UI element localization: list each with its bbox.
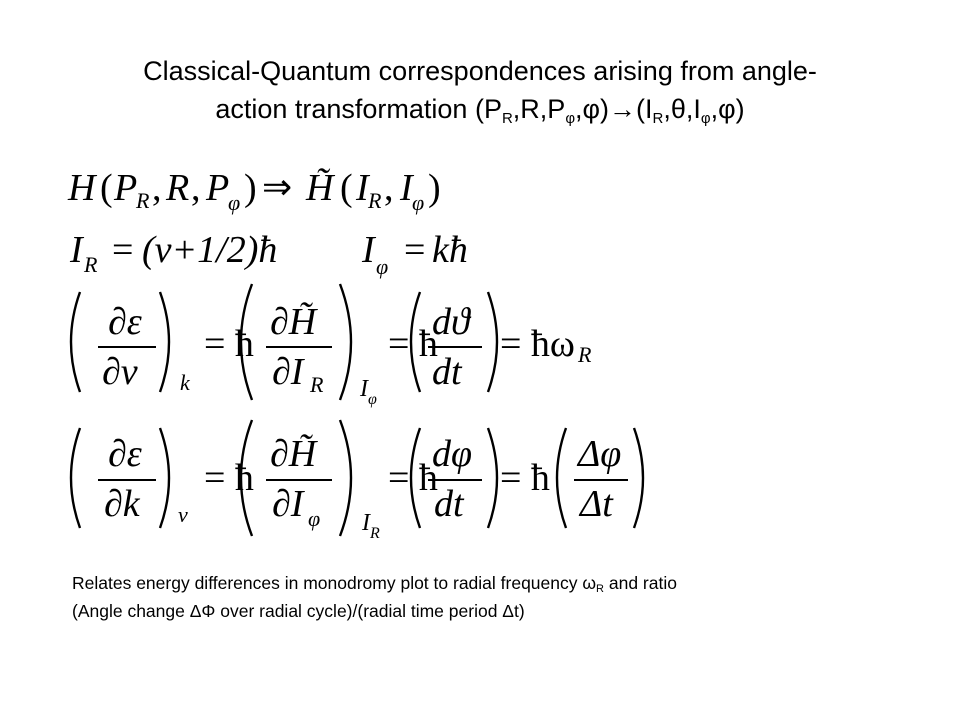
svg-text:dϑ: dϑ xyxy=(432,301,470,343)
caption-text xyxy=(72,569,932,625)
svg-text:): ) xyxy=(428,167,441,209)
svg-text:= ħ: = ħ xyxy=(388,323,438,365)
svg-text:I: I xyxy=(362,229,375,271)
left-paren xyxy=(557,428,566,528)
svg-text:∂H̃: ∂H̃ xyxy=(270,301,317,343)
svg-text:∂k: ∂k xyxy=(104,483,140,525)
svg-text:I: I xyxy=(362,510,370,536)
left-paren xyxy=(71,428,80,528)
svg-text:R: R xyxy=(370,525,380,542)
svg-text:= ħ: = ħ xyxy=(388,457,438,499)
title-line-2: action transformation $(P_R,R,P_\varphi,\varphi)\to(I_R,\theta,I_\varphi,\varphi)$ xyxy=(215,94,745,127)
caption-line-2: (Angle change ΔΦ over radial cycle)/(radial time period Δt) xyxy=(72,601,525,621)
svg-text:I: I xyxy=(400,167,413,209)
equation-radial-frequency xyxy=(71,284,592,408)
svg-text:v: v xyxy=(178,502,188,527)
title-line-1: Classical-Quantum correspondences arising from angle- xyxy=(143,56,817,86)
svg-text:dφ: dφ xyxy=(432,433,473,475)
right-paren xyxy=(634,428,643,528)
svg-text:φ: φ xyxy=(228,190,241,215)
svg-text:Δt: Δt xyxy=(580,483,613,525)
svg-text:∂I: ∂I xyxy=(272,351,304,393)
svg-text:⇒: ⇒ xyxy=(262,167,293,207)
svg-text:(: ( xyxy=(340,167,353,209)
svg-text:= ħω: = ħω xyxy=(500,323,575,365)
svg-text:I: I xyxy=(356,167,369,209)
svg-text:∂ε: ∂ε xyxy=(108,433,142,475)
svg-text:kħ: kħ xyxy=(432,229,468,271)
svg-text:R: R xyxy=(136,188,150,213)
svg-text:φ: φ xyxy=(412,190,425,215)
svg-text:∂v: ∂v xyxy=(102,351,138,393)
svg-text:I: I xyxy=(360,376,368,402)
svg-text:φ: φ xyxy=(308,506,321,531)
svg-text:R: R xyxy=(84,252,98,277)
svg-text:I: I xyxy=(70,229,83,271)
right-paren xyxy=(488,292,497,392)
svg-text:= ħ: = ħ xyxy=(500,457,550,499)
svg-text:k: k xyxy=(180,370,190,395)
caption-line-1: Relates energy differences in monodromy plot to radial frequency $\omega_R$ and ratio xyxy=(72,573,677,595)
svg-text:P: P xyxy=(206,167,230,209)
svg-text:∂ε: ∂ε xyxy=(108,301,142,343)
svg-text:,: , xyxy=(384,167,394,209)
svg-text:∂I: ∂I xyxy=(272,483,304,525)
svg-text:∂H̃: ∂H̃ xyxy=(270,433,317,475)
equation-angle-ratio xyxy=(71,420,643,542)
svg-text:φ: φ xyxy=(376,254,389,279)
right-paren xyxy=(160,292,169,392)
right-paren xyxy=(160,428,169,528)
svg-text:dt: dt xyxy=(432,351,462,393)
svg-text:H̃: H̃ xyxy=(306,167,334,209)
svg-text:=: = xyxy=(112,229,134,271)
equation-action-quantization xyxy=(69,229,468,279)
svg-text:R: R xyxy=(166,167,190,209)
svg-text:dt: dt xyxy=(434,483,464,525)
svg-text:,: , xyxy=(191,167,201,209)
svg-text:=: = xyxy=(404,229,426,271)
svg-text:= ħ: = ħ xyxy=(204,457,254,499)
right-paren xyxy=(340,284,351,400)
svg-text:φ: φ xyxy=(368,391,377,408)
equation-hamiltonian-transform xyxy=(67,167,441,215)
right-paren xyxy=(488,428,497,528)
svg-text:H: H xyxy=(68,167,96,209)
right-paren xyxy=(340,420,351,536)
left-paren xyxy=(71,292,80,392)
svg-text:(: ( xyxy=(100,167,113,209)
svg-text:): ) xyxy=(244,167,257,209)
svg-text:= ħ: = ħ xyxy=(204,323,254,365)
svg-text:R: R xyxy=(368,188,382,213)
svg-text:R: R xyxy=(310,372,324,397)
svg-text:R: R xyxy=(578,342,592,367)
svg-text:(v+1/2)ħ: (v+1/2)ħ xyxy=(142,229,278,271)
svg-text:,: , xyxy=(152,167,162,209)
svg-text:P: P xyxy=(114,167,138,209)
svg-text:Δφ: Δφ xyxy=(578,433,622,475)
